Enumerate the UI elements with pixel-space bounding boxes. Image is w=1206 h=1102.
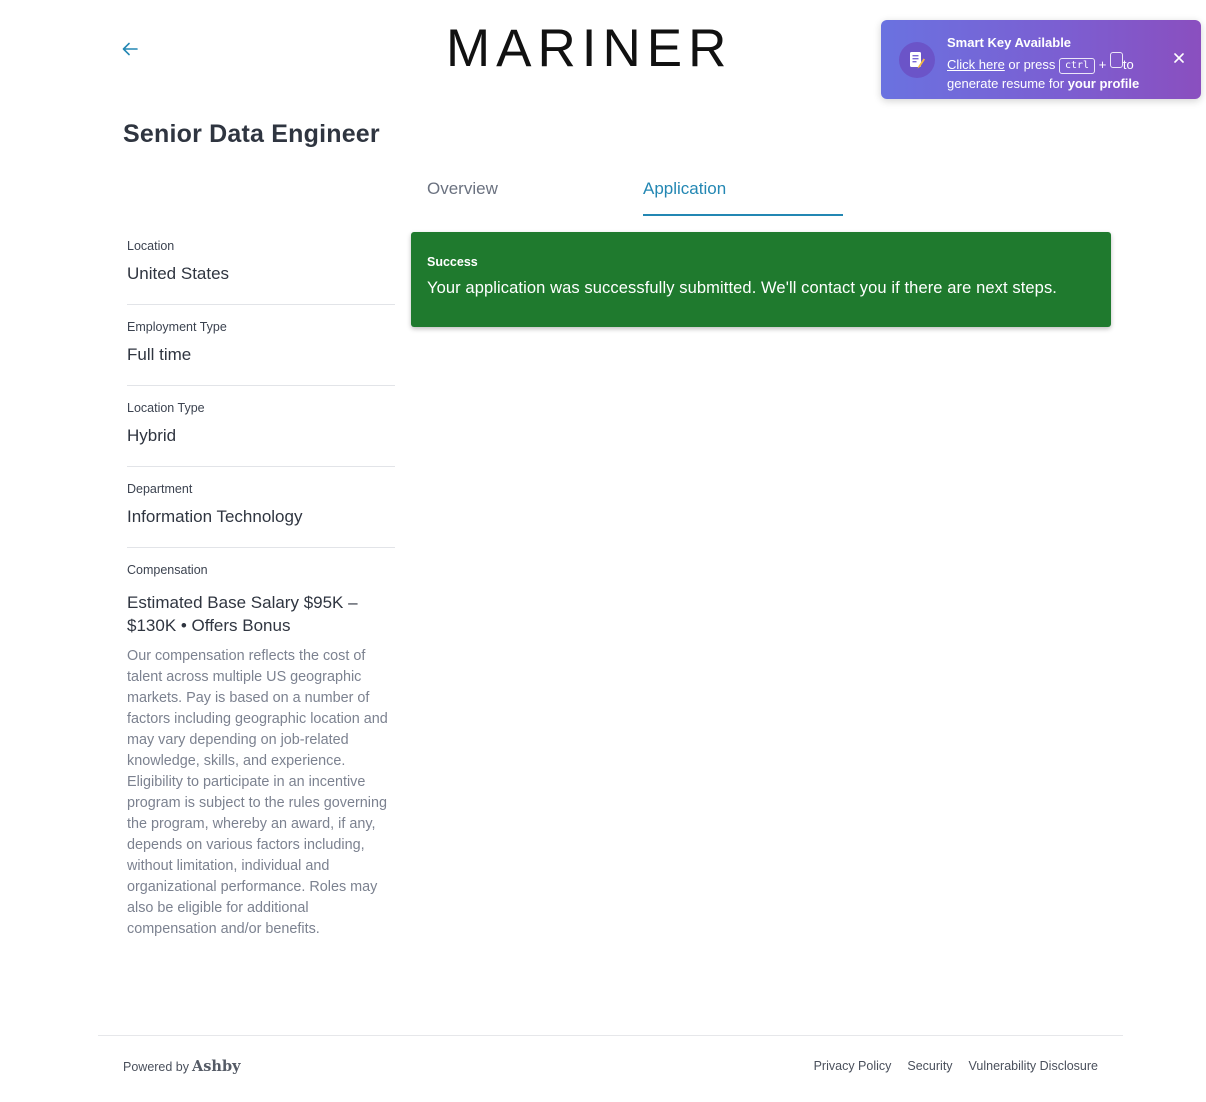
vulnerability-disclosure-link[interactable]: Vulnerability Disclosure — [968, 1059, 1098, 1073]
powered-by-text: Powered by — [123, 1060, 190, 1074]
field-label: Employment Type — [127, 320, 227, 334]
toast-text — [947, 33, 1177, 93]
success-banner — [411, 232, 1111, 327]
tab-application[interactable]: Application — [643, 172, 843, 216]
field-label: Compensation — [127, 563, 208, 577]
toast-plus: + — [1095, 57, 1110, 72]
field-location — [127, 230, 395, 305]
footer-links — [814, 1059, 1098, 1073]
toast-or-press: or press — [1004, 57, 1059, 72]
footer-divider — [98, 1035, 1123, 1036]
compensation-value: Estimated Base Salary $95K – $130K • Offers Bonus — [127, 593, 358, 635]
toast-title: Smart Key Available — [947, 35, 1072, 50]
compensation-description: Our compensation reflects the cost of talent across multiple US geographic markets. Pay is based on a number of factors including geographic location and may vary depending on job-related knowledge, skills, and experience. Eligibility to participate in an incentive program is subject to the rules governing the program, whereby an award, if any, depends on various factors including, without limitation, individual and organizational performance. Roles may also be eligible for additional compensation and/or benefits. — [127, 648, 388, 937]
smart-key-toast — [881, 20, 1201, 99]
field-value: Hybrid — [127, 426, 177, 445]
job-title: Senior Data Engineer — [123, 120, 380, 148]
field-compensation — [127, 548, 395, 959]
document-pencil-icon — [899, 42, 935, 78]
company-logo[interactable]: MARINER — [446, 19, 733, 78]
tab-bar — [411, 172, 1111, 217]
field-department — [127, 467, 395, 548]
toast-close-button[interactable] — [1171, 50, 1187, 66]
field-label: Location — [127, 239, 175, 253]
privacy-policy-link[interactable]: Privacy Policy — [813, 1059, 892, 1073]
field-employment-type — [127, 305, 395, 386]
back-button[interactable] — [119, 38, 141, 60]
toast-your-profile: your profile — [1067, 76, 1140, 91]
success-title: Success — [427, 255, 478, 269]
kbd-key — [1110, 52, 1123, 68]
tab-overview[interactable]: Overview — [427, 179, 498, 198]
security-link[interactable]: Security — [907, 1059, 953, 1073]
arrow-left-icon — [122, 42, 138, 56]
powered-by — [123, 1058, 241, 1075]
job-details-sidebar — [127, 230, 395, 959]
toast-line3: generate resume for — [947, 76, 1068, 91]
field-label: Department — [127, 482, 193, 496]
field-value: Full time — [127, 345, 192, 364]
toast-click-here-link[interactable]: Click here — [947, 57, 1005, 72]
field-location-type — [127, 386, 395, 467]
success-message: Your application was successfully submitted. We'll contact you if there are next steps. — [427, 279, 1057, 297]
field-value: United States — [127, 264, 230, 283]
field-label: Location Type — [127, 401, 205, 415]
toast-to: to — [1122, 57, 1134, 72]
ashby-logo[interactable]: Ashby — [192, 1058, 241, 1075]
kbd-ctrl: ctrl — [1059, 58, 1095, 74]
close-icon — [1174, 53, 1184, 63]
field-value: Information Technology — [127, 507, 303, 526]
